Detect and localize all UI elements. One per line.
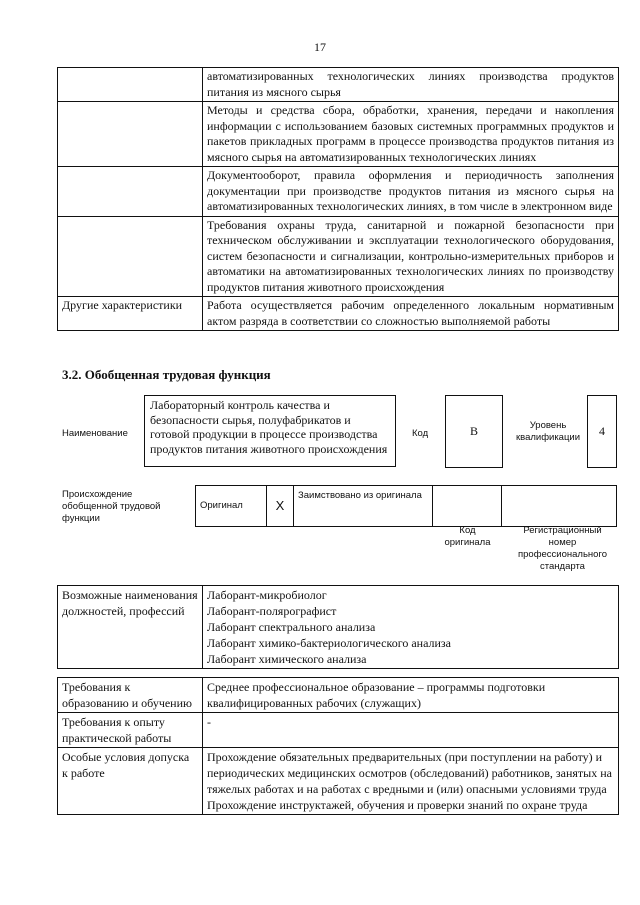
qualification-level-box: 4 (587, 395, 617, 468)
section-heading: 3.2. Обобщенная трудовая функция (62, 367, 271, 382)
table-row (58, 297, 619, 331)
row-label (58, 68, 203, 102)
origin-label: Происхождение обобщенной трудовой функции (62, 489, 161, 524)
row-label (58, 216, 203, 297)
experience-value (203, 713, 619, 748)
table-row (58, 68, 619, 102)
special-conditions-value (203, 748, 619, 815)
job-knowledge-table (57, 67, 619, 331)
positions-values (203, 586, 619, 669)
row-label (58, 102, 203, 167)
positions-label: Возможные наименования должностей, профессий (58, 586, 203, 669)
original-mark: X (267, 486, 294, 527)
positions-table (57, 585, 619, 669)
experience-label: Требования к опыту практической работы (58, 713, 203, 748)
name-label: Наименование (62, 428, 128, 439)
code-label: Код (412, 428, 429, 439)
table-row (58, 216, 619, 297)
original-label: Оригинал (196, 486, 267, 527)
row-value: Требования охраны труда, санитарной и пожарной безопасности при техническом обслуживании и эксплуатации технологического оборудования, систем безопасности и сигнализации, контрольно-измерительных приборов и автоматики на автоматизированных технологических линиях по производству продуктов питания животного происхождения (203, 216, 619, 297)
other-characteristics-value: Работа осуществляется рабочим определенного локальным нормативным актом разряда в соответствии со сложностью выполняемой работы (203, 297, 619, 331)
table-row (196, 486, 617, 527)
table-row (58, 678, 619, 713)
requirement-line: - (207, 715, 211, 729)
reg-number-caption: Регистрационный номер профессионального стандарта (518, 525, 607, 572)
education-label: Требования к образованию и обучению (58, 678, 203, 713)
qualification-level-label: Уровень квалификации (515, 420, 581, 443)
table-row (58, 748, 619, 815)
table-row (58, 713, 619, 748)
row-label (58, 167, 203, 217)
original-code-caption: Код оригинала (444, 525, 491, 548)
page-number: 17 (314, 40, 326, 54)
table-row (58, 167, 619, 217)
other-characteristics-label: Другие характеристики (58, 297, 203, 331)
requirements-table (57, 677, 619, 815)
requirement-line: Среднее профессиональное образование – программы подготовки квалифицированных рабочих (служащих) (207, 680, 546, 710)
requirement-line: Прохождение инструктажей, обучения и проверки знаний по охране труда (207, 798, 588, 812)
borrowed-label: Заимствовано из оригинала (294, 486, 433, 527)
table-row (58, 102, 619, 167)
table-row (58, 586, 619, 669)
reg-number-cell (502, 486, 617, 527)
row-value: Методы и средства сбора, обработки, хранения, передачи и накопления информации с использованием базовых системных программных продуктов и пакетов прикладных программ в процессе производства продуктов питания из мясного сырья на автоматизированных технологических линиях (203, 102, 619, 167)
education-value (203, 678, 619, 713)
list-item: Лаборант химико-бактериологического анализа (207, 636, 451, 650)
list-item: Лаборант-микробиолог (207, 588, 327, 602)
row-value: Документооборот, правила оформления и периодичность заполнения документации при производстве продуктов питания из мясного сырья на автоматизированных технологических линиях, в том числе в электронном виде (203, 167, 619, 217)
original-code-cell (433, 486, 502, 527)
requirement-line: Прохождение обязательных предварительных (при поступлении на работу) и периодических медицинских осмотров (обследований) работников, занятых на тяжелых работах и на работах с вредными и (или) опасными условиями труда (207, 750, 612, 796)
list-item: Лаборант спектрального анализа (207, 620, 376, 634)
code-value-box: B (445, 395, 503, 468)
list-item: Лаборант-полярографист (207, 604, 337, 618)
function-name-box: Лабораторный контроль качества и безопасности сырья, полуфабрикатов и готовой продукции в процессе производства продуктов питания животного происхождения (144, 395, 396, 467)
special-conditions-label: Особые условия допуска к работе (58, 748, 203, 815)
list-item: Лаборант химического анализа (207, 652, 367, 666)
origin-table (195, 485, 617, 527)
row-value: автоматизированных технологических линиях производства продуктов питания из мясного сырья (203, 68, 619, 102)
